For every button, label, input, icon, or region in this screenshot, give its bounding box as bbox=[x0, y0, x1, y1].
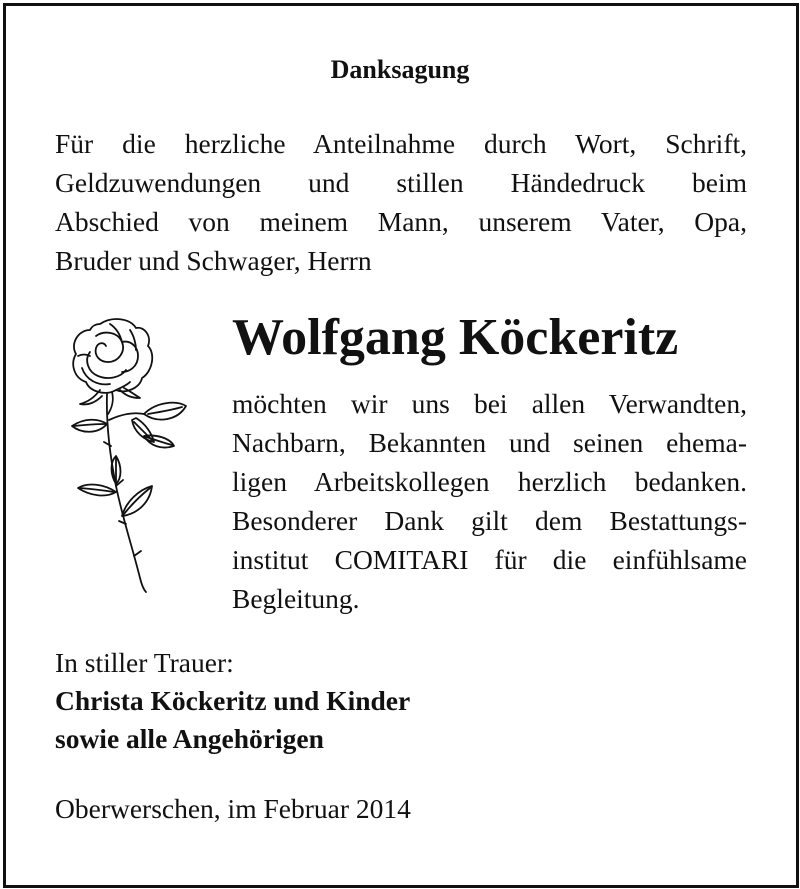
intro-line: Geldzuwendungen und stillen Händedruck beim bbox=[55, 167, 747, 198]
intro-line: Für die herzliche Anteilnahme durch Wort, Schrift, bbox=[55, 128, 747, 159]
deceased-name: Wolfgang Köckeritz bbox=[232, 309, 679, 366]
thanks-line: ligen Arbeitskollegen herzlich bedanken. bbox=[232, 466, 747, 497]
intro-paragraph bbox=[55, 124, 747, 280]
intro-line: Abschied von meinem Mann, unserem Vater, Opa, bbox=[55, 206, 747, 237]
mourner-line: sowie alle Angehörigen bbox=[55, 723, 324, 754]
thanks-line: möchten wir uns bei allen Verwandten, bbox=[232, 388, 747, 419]
mourner-line: Christa Köckeritz und Kinder bbox=[55, 685, 411, 716]
mourners-block bbox=[55, 644, 655, 758]
intro-line: Bruder und Schwager, Herrn bbox=[55, 245, 372, 276]
place-date: Oberwerschen, im Februar 2014 bbox=[55, 793, 411, 824]
thanks-line: Besonderer Dank gilt dem Bestattungs- bbox=[232, 505, 747, 536]
mourning-label: In stiller Trauer: bbox=[55, 647, 234, 678]
notice-heading: Danksagung bbox=[330, 55, 470, 84]
thanks-line: Nachbarn, Bekannten und seinen ehema- bbox=[232, 427, 747, 458]
rose-icon bbox=[60, 316, 195, 596]
thanks-paragraph bbox=[232, 384, 747, 618]
thanks-line: institut COMITARI für die einfühlsame bbox=[232, 544, 747, 575]
thanks-line: Begleitung. bbox=[232, 583, 360, 614]
